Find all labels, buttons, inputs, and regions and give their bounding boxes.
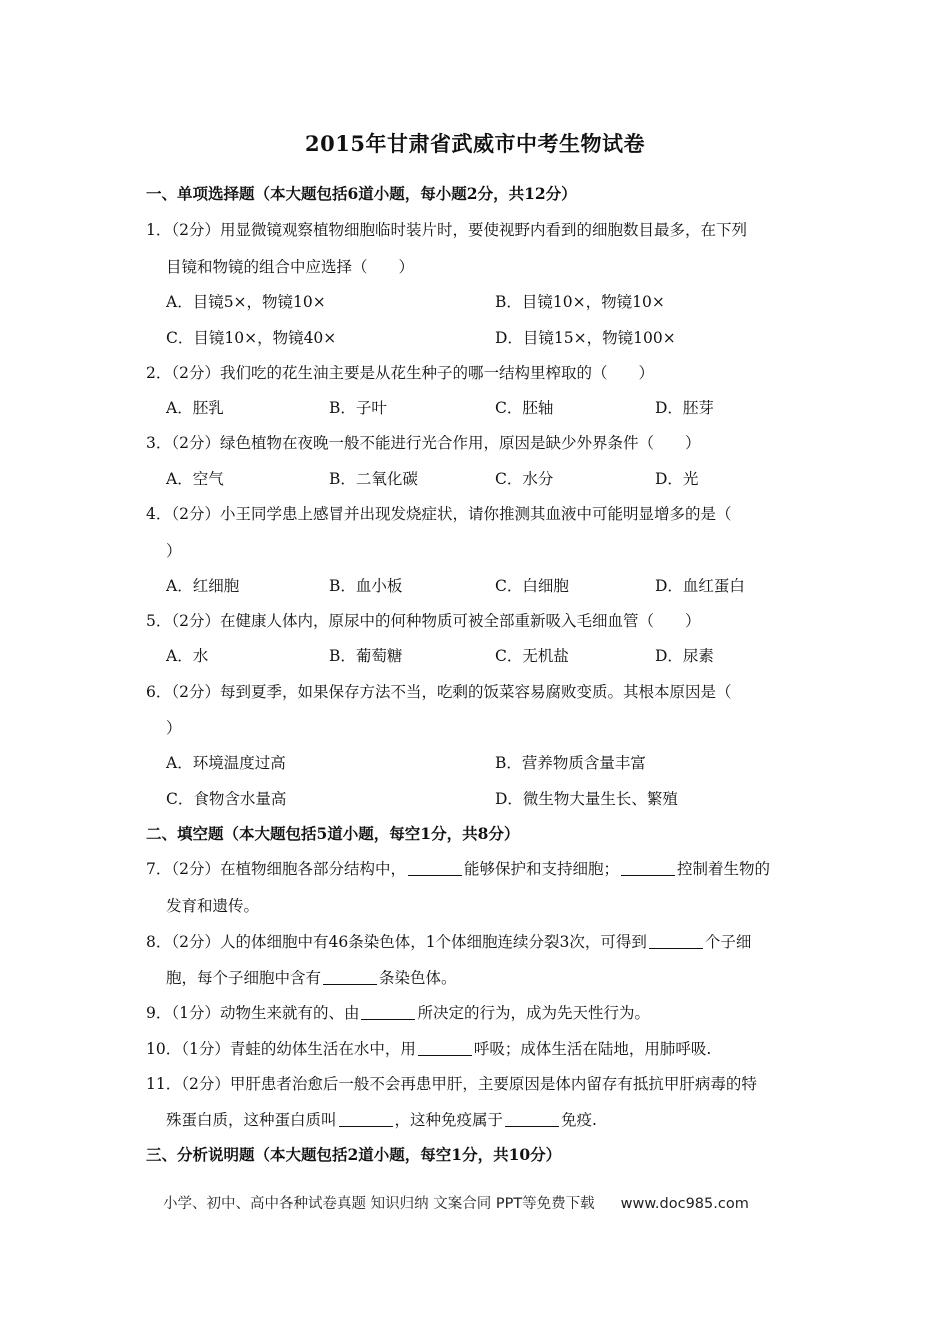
option-6c: C．食物含水量高 <box>166 790 287 808</box>
option-3c: C．水分 <box>495 470 554 488</box>
question-8-text-a: 8．（2分）人的体细胞中有46条染色体，1个体细胞连续分裂3次，可得到 <box>146 933 647 951</box>
option-5c: C．无机盐 <box>495 647 569 665</box>
question-6: 6．（2分）每到夏季，如果保存方法不当，吃剩的饭菜容易腐败变质。其根本原因是（ <box>146 683 732 701</box>
question-8-cont <box>166 966 457 988</box>
footer-text: 小学、初中、高中各种试卷真题 知识归纳 文案合同 PPT等免费下载 <box>163 1196 595 1212</box>
question-8-text-c: 胞，每个子细胞中含有 <box>166 969 322 987</box>
answer-blank <box>505 1112 559 1127</box>
question-8 <box>146 930 751 952</box>
question-7-cont: 发育和遗传。 <box>166 897 260 915</box>
answer-blank <box>323 970 377 985</box>
option-5d: D．尿素 <box>655 647 714 665</box>
option-6a: A．环境温度过高 <box>166 754 286 772</box>
option-1b: B．目镜10×，物镜10× <box>495 293 665 311</box>
question-7-text-c: 控制着生物的 <box>677 860 771 878</box>
option-1d: D．目镜15×，物镜100× <box>495 329 676 347</box>
option-3d: D．光 <box>655 470 699 488</box>
footer-url[interactable]: www.doc985.com <box>620 1196 749 1212</box>
answer-blank <box>621 861 675 876</box>
section-heading-fill: 二、填空题（本大题包括5道小题，每空1分，共8分） <box>146 824 520 843</box>
question-2: 2．（2分）我们吃的花生油主要是从花生种子的哪一结构里榨取的（ ） <box>146 364 654 382</box>
question-10-text-b: 呼吸；成体生活在陆地，用肺呼吸. <box>473 1040 712 1058</box>
question-11: 11．（2分）甲肝患者治愈后一般不会再患甲肝，主要原因是体内留存有抵抗甲肝病毒的特 <box>146 1075 757 1093</box>
option-4c: C．白细胞 <box>495 577 569 595</box>
question-11-cont <box>166 1108 597 1130</box>
option-2d: D．胚芽 <box>655 399 714 417</box>
option-3b: B．二氧化碳 <box>329 470 418 488</box>
question-10-text-a: 10．（1分）青蛙的幼体生活在水中，用 <box>146 1040 416 1058</box>
question-11-text-a: 殊蛋白质，这种蛋白质叫 <box>166 1111 337 1129</box>
option-1a: A．目镜5×，物镜10× <box>166 293 326 311</box>
option-1c: C．目镜10×，物镜40× <box>166 329 337 347</box>
option-3a: A．空气 <box>166 470 224 488</box>
option-2c: C．胚轴 <box>495 399 554 417</box>
question-11-text-b: ，这种免疫属于 <box>394 1111 504 1129</box>
question-7-text-a: 7．（2分）在植物细胞各部分结构中， <box>146 860 406 878</box>
page-title: 2015年甘肃省武威市中考生物试卷 <box>305 131 645 156</box>
section-heading-choice: 一、单项选择题（本大题包括6道小题，每小题2分，共12分） <box>146 184 577 203</box>
page-footer <box>163 1192 749 1213</box>
option-6d: D．微生物大量生长、繁殖 <box>495 790 678 808</box>
question-1: 1．（2分）用显微镜观察植物细胞临时装片时，要使视野内看到的细胞数目最多，在下列 <box>146 221 747 239</box>
section-heading-analysis: 三、分析说明题（本大题包括2道小题，每空1分，共10分） <box>146 1145 562 1164</box>
question-9 <box>146 1001 650 1023</box>
question-9-text-a: 9．（1分）动物生来就有的、由 <box>146 1004 360 1022</box>
question-11-text-c: 免疫. <box>561 1111 597 1129</box>
question-1-cont: 目镜和物镜的组合中应选择（ ） <box>166 258 415 276</box>
question-7 <box>146 857 770 879</box>
question-8-text-d: 条染色体。 <box>379 969 457 987</box>
answer-blank <box>649 934 703 949</box>
option-6b: B．营养物质含量丰富 <box>495 754 646 772</box>
option-5a: A．水 <box>166 647 209 665</box>
option-2b: B．子叶 <box>329 399 387 417</box>
option-4b: B．血小板 <box>329 577 403 595</box>
question-7-text-b: 能够保护和支持细胞； <box>463 860 619 878</box>
question-4-cont: ） <box>166 542 182 560</box>
question-10 <box>146 1037 711 1059</box>
question-3: 3．（2分）绿色植物在夜晚一般不能进行光合作用，原因是缺少外界条件（ ） <box>146 434 701 452</box>
option-5b: B．葡萄糖 <box>329 647 403 665</box>
option-2a: A．胚乳 <box>166 399 224 417</box>
answer-blank <box>418 1041 472 1056</box>
answer-blank <box>339 1112 393 1127</box>
option-4a: A．红细胞 <box>166 577 240 595</box>
question-8-text-b: 个子细 <box>704 933 752 951</box>
option-4d: D．血红蛋白 <box>655 577 745 595</box>
answer-blank <box>408 861 462 876</box>
question-4: 4．（2分）小王同学患上感冒并出现发烧症状，请你推测其血液中可能明显增多的是（ <box>146 505 732 523</box>
question-6-cont: ） <box>166 719 182 737</box>
answer-blank <box>361 1005 415 1020</box>
question-9-text-b: 所决定的行为，成为先天性行为。 <box>417 1004 650 1022</box>
question-5: 5．（2分）在健康人体内，原尿中的何种物质可被全部重新吸入毛细血管（ ） <box>146 612 701 630</box>
